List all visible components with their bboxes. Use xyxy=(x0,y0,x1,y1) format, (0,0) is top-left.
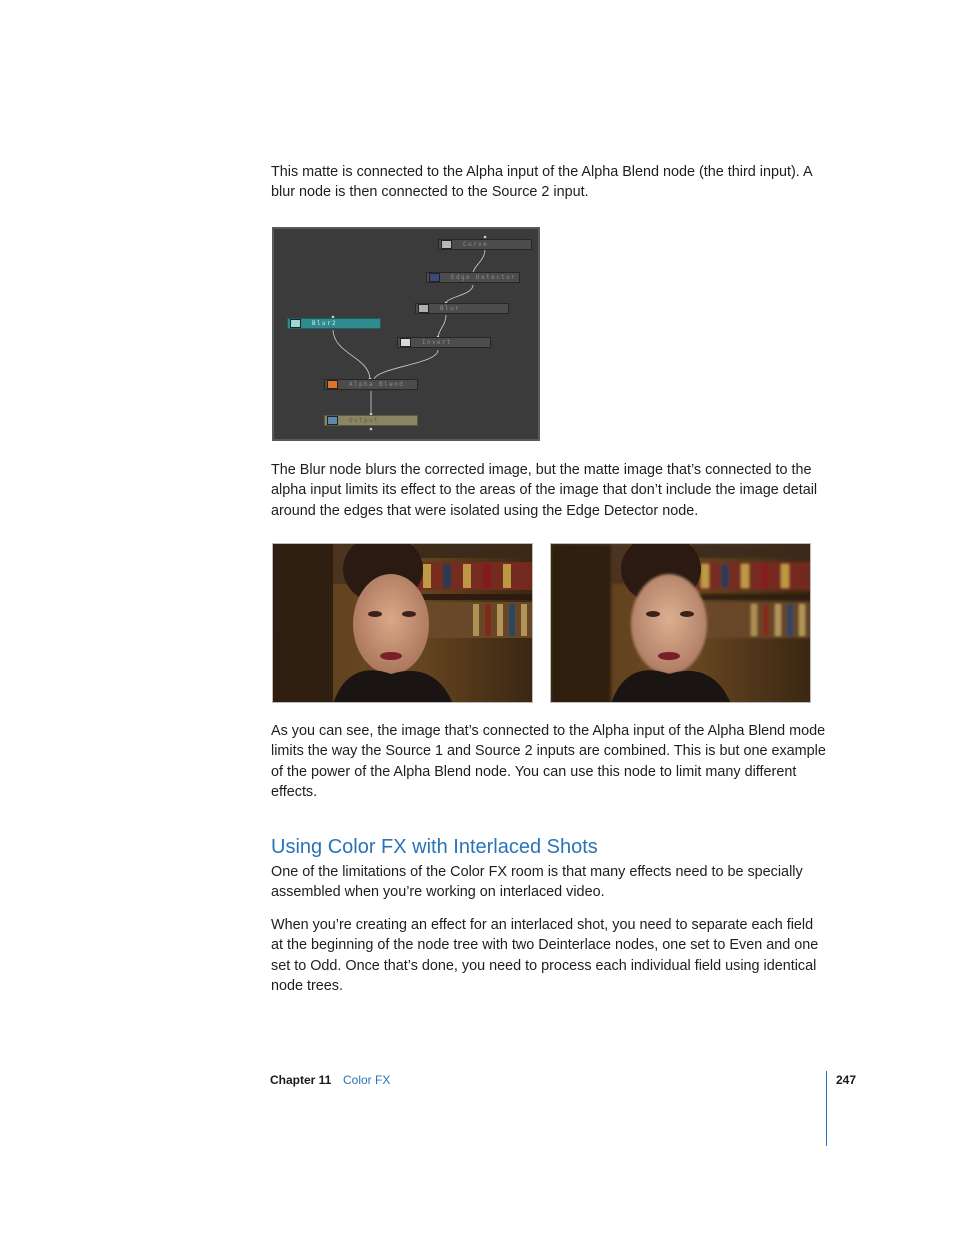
connection-blur2-alphablend xyxy=(333,330,370,379)
footer-divider xyxy=(826,1071,827,1146)
node-alpha-blend-label: Alpha Blend xyxy=(349,381,405,388)
invert-thumbnail xyxy=(400,338,411,347)
output-thumbnail xyxy=(327,416,338,425)
page-number: 247 xyxy=(836,1073,857,1087)
node-edge-detector[interactable] xyxy=(426,272,520,283)
node-output-label: Output xyxy=(349,417,380,424)
connection-curve-edge xyxy=(473,249,485,273)
node-curve[interactable] xyxy=(438,239,532,250)
blur-thumbnail xyxy=(418,304,429,313)
deinterlace-paragraph: When you’re creating an effect for an interlaced shot, you need to separate each field at the beginning of the node tree with two Deinterlace nodes, one set to Even and one set to Odd. Once that’s done, you need to process each individual field using identical node trees. xyxy=(271,917,819,995)
node-blur[interactable] xyxy=(415,303,509,314)
connection-edge-blur xyxy=(446,285,473,303)
blur2-thumbnail xyxy=(290,319,301,328)
node-editor-figure xyxy=(272,227,540,441)
node-invert-label: Invert xyxy=(422,339,453,346)
footer-section-link[interactable]: Color FX xyxy=(343,1073,391,1087)
edge-detector-thumbnail xyxy=(429,273,440,282)
curve-thumbnail xyxy=(441,240,452,249)
intro-paragraph: This matte is connected to the Alpha input of the Alpha Blend node (the third input). A blur node is then connected to the Source 2 input. xyxy=(271,164,812,201)
footer-chapter: Chapter 11 xyxy=(270,1073,332,1087)
node-alpha-blend[interactable] xyxy=(324,379,418,390)
node-blur2-label: Blur2 xyxy=(312,320,338,327)
photo-before xyxy=(272,543,533,703)
alpha-blend-thumbnail xyxy=(327,380,338,389)
alpha-blend-paragraph: As you can see, the image that’s connected to the Alpha input of the Alpha Blend mode limits the way the Source 1 and Source 2 inputs are combined. This is but one example of the power of the Alpha Blend node. You can use this node to limit many different effects. xyxy=(271,723,826,801)
node-blur2[interactable] xyxy=(287,318,381,329)
connection-blur-invert xyxy=(438,315,446,337)
section-heading: Using Color FX with Interlaced Shots xyxy=(271,836,598,858)
woman-portrait-image xyxy=(273,544,533,703)
node-edge-detector-label: Edge Detector xyxy=(451,274,517,281)
node-blur-label: Blur xyxy=(440,305,461,312)
node-curve-label: Curve xyxy=(463,241,489,248)
interlaced-intro-paragraph: One of the limitations of the Color FX room is that many effects need to be specially assembled when you’re working on interlaced video. xyxy=(271,864,803,901)
photo-after xyxy=(550,543,811,703)
node-output[interactable] xyxy=(324,415,418,426)
woman-portrait-blurred-image xyxy=(551,544,811,703)
connection-invert-alphablend xyxy=(374,350,438,379)
node-connections xyxy=(274,229,538,439)
blur-description-paragraph: The Blur node blurs the corrected image, but the matte image that’s connected to the alpha input limits its effect to the areas of the image that don’t include the image detail around the edges that were isolated using the Edge Detector node. xyxy=(271,462,818,519)
node-invert[interactable] xyxy=(397,337,491,348)
